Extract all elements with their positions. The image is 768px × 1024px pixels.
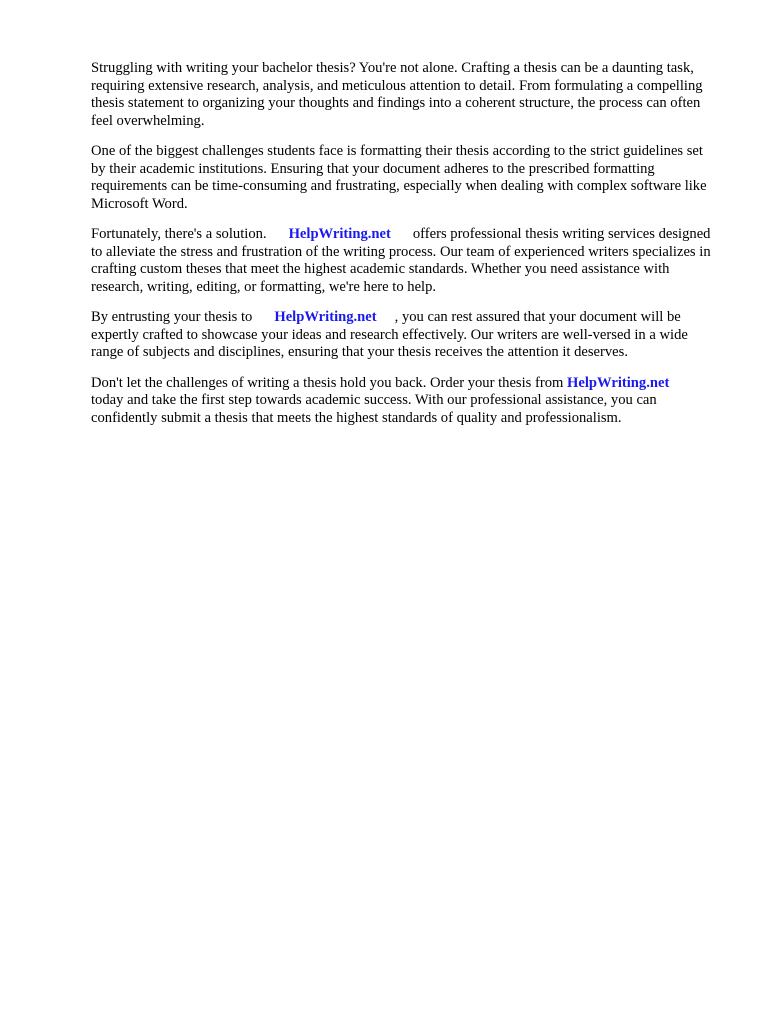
helpwriting-link[interactable]: HelpWriting.net — [274, 309, 377, 325]
paragraph-solution-trail-text: offers professional thesis writing services designed to alleviate the stress and frustration of the writing process. Our team of experienced writers specializes in crafting custom theses that meet the highest academic standards. Whether you need assistance with research, writing, editing, or formatting, we're here to help. — [91, 226, 711, 295]
paragraph-trust-trail-text: , you can rest assured that your document will be expertly crafted to showcase your ideas and research effectively. Our writers are well-versed in a wide range of subjects and disciplines, ensuring that your thesis receives the attention it deserves. — [91, 309, 688, 360]
paragraph-formatting-challenges: One of the biggest challenges students face is formatting their thesis according to the strict guidelines set by their academic institutions. Ensuring that your document adheres to the prescribed formatting requirements can be time-consuming and frustrating, especially when dealing with complex software like Microsoft Word. — [91, 143, 707, 212]
paragraph-trust-lead-text: By entrusting your thesis to — [91, 309, 253, 325]
helpwriting-link[interactable]: HelpWriting.net — [567, 374, 670, 391]
document-page — [91, 60, 721, 440]
paragraph-cta-lead-text: Don't let the challenges of writing a thesis hold you back. Order your thesis from — [91, 374, 564, 391]
paragraph-trust — [91, 309, 721, 362]
paragraph-intro: Struggling with writing your bachelor thesis? You're not alone. Crafting a thesis can be a daunting task, requiring extensive research, analysis, and meticulous attention to detail. From formulating a compelling thesis statement to organizing your thoughts and findings into a coherent structure, the process can often feel overwhelming. — [91, 60, 703, 129]
paragraph-solution-lead-text: Fortunately, there's a solution. — [91, 226, 267, 242]
paragraph-cta-trail-text: today and take the first step towards academic success. With our professional assistance, you can confidently submit a thesis that meets the highest standards of quality and professionalism. — [91, 392, 657, 426]
helpwriting-link[interactable]: HelpWriting.net — [288, 226, 391, 242]
paragraph-solution — [91, 226, 721, 296]
paragraph-call-to-action — [91, 375, 721, 428]
